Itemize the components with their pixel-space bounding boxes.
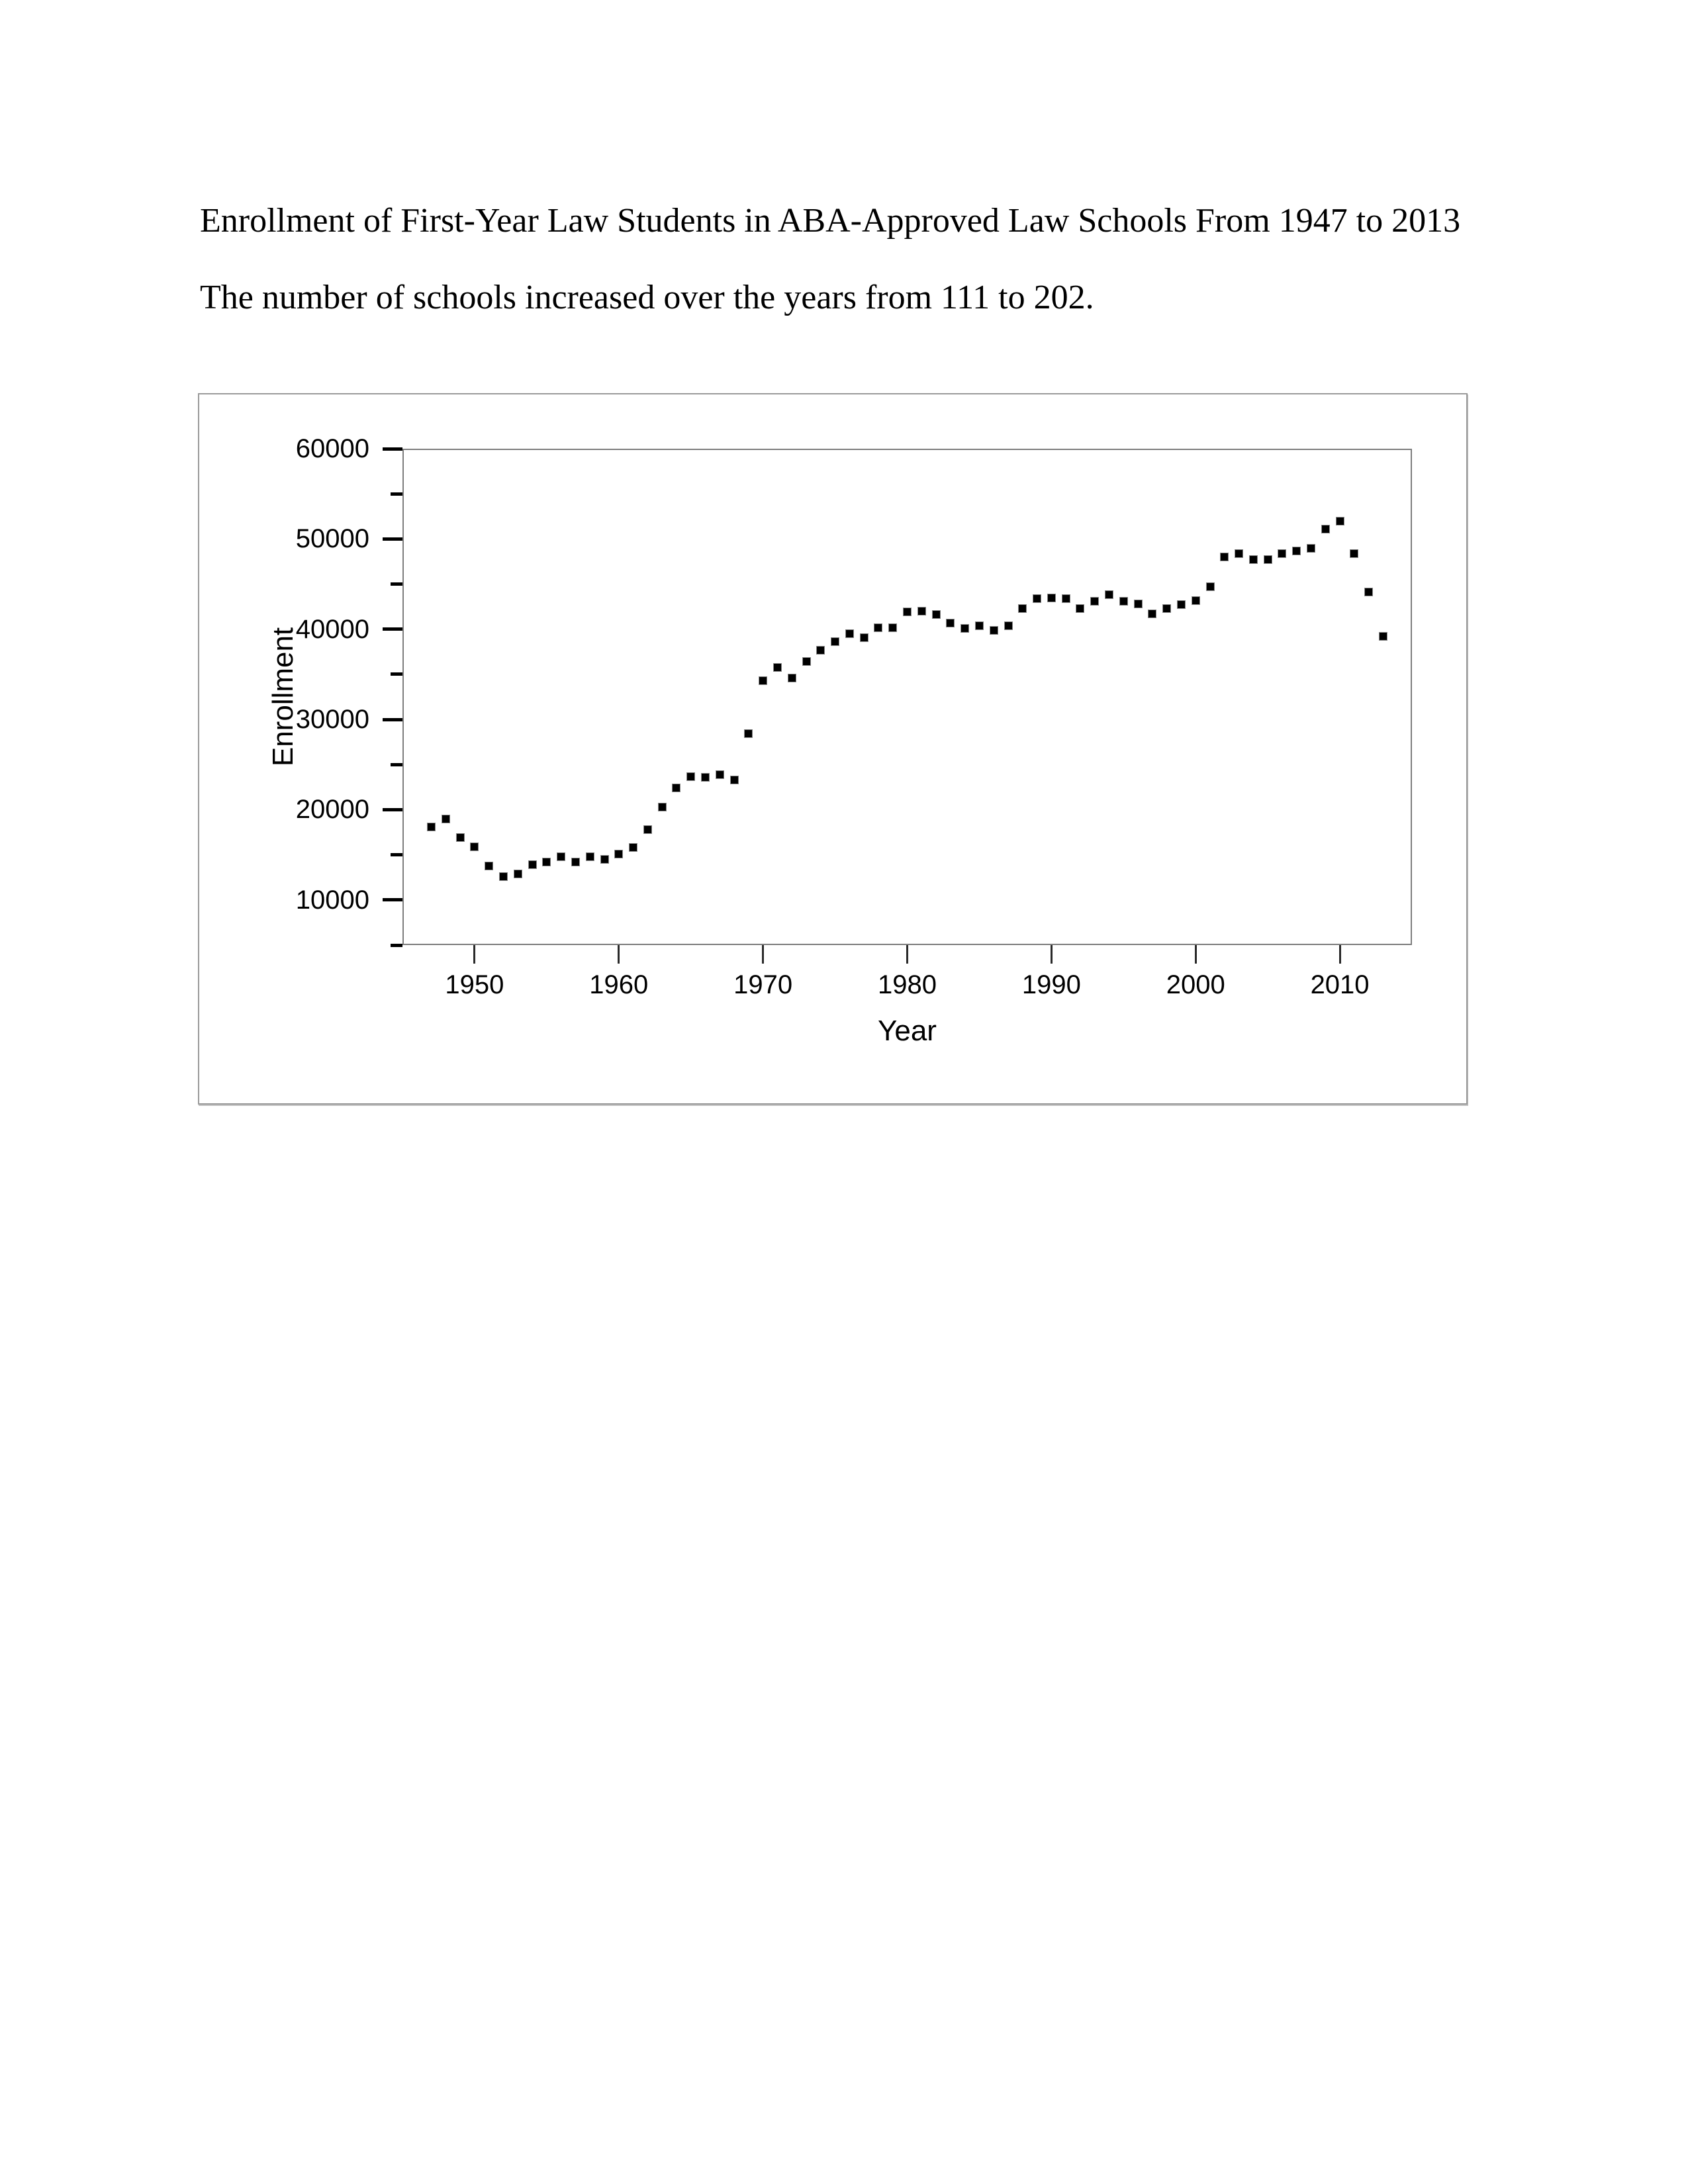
y-minor-tick: [391, 763, 402, 766]
x-tick-label: 1960: [589, 970, 649, 999]
document-subtitle: The number of schools increased over the years from 111 to 202.: [200, 279, 1094, 316]
x-tick: [473, 945, 475, 964]
data-point: [615, 850, 622, 858]
data-point: [846, 630, 853, 637]
y-tick-label: 30000: [295, 705, 369, 735]
data-point: [745, 730, 752, 737]
data-point: [716, 771, 724, 778]
data-point: [1380, 633, 1387, 640]
data-point: [1120, 598, 1127, 605]
data-point: [831, 638, 839, 645]
data-point: [601, 856, 608, 863]
x-tick: [1195, 945, 1197, 964]
y-minor-tick: [391, 853, 402, 856]
y-tick: [383, 898, 402, 901]
data-point: [774, 664, 781, 671]
data-point: [1005, 622, 1012, 629]
data-point: [918, 608, 925, 615]
data-point: [644, 826, 651, 833]
data-point: [442, 815, 449, 823]
data-point: [630, 844, 637, 851]
y-tick: [383, 627, 402, 631]
data-point: [1264, 556, 1272, 563]
y-axis-title: Enrollment: [267, 627, 299, 767]
data-point: [529, 861, 536, 868]
y-tick: [383, 447, 402, 451]
data-point: [1076, 605, 1084, 612]
data-point: [1235, 550, 1243, 557]
x-tick: [618, 945, 620, 964]
x-tick-label: 1950: [445, 970, 504, 999]
data-point: [861, 634, 868, 641]
y-tick-label: 10000: [295, 885, 369, 915]
data-point: [586, 853, 594, 860]
x-axis-title: Year: [878, 1015, 937, 1047]
data-point: [1365, 588, 1372, 596]
y-tick-label: 60000: [295, 434, 369, 463]
data-point: [514, 870, 522, 878]
data-point: [817, 647, 824, 654]
data-point: [702, 774, 709, 781]
x-tick: [762, 945, 764, 964]
data-point: [1163, 605, 1170, 612]
data-point: [889, 624, 896, 631]
x-tick-label: 1980: [878, 970, 937, 999]
x-tick-label: 1990: [1021, 970, 1081, 999]
x-tick: [906, 945, 908, 964]
data-point: [803, 658, 810, 665]
data-point: [1019, 605, 1026, 612]
y-tick: [383, 718, 402, 721]
x-tick: [1339, 945, 1341, 964]
data-point: [1350, 550, 1358, 557]
x-tick: [1051, 945, 1053, 964]
y-tick: [383, 808, 402, 811]
y-minor-tick: [391, 492, 402, 496]
data-point: [1293, 547, 1300, 555]
data-point: [1033, 595, 1041, 602]
y-minor-tick: [391, 582, 402, 586]
data-point: [1278, 550, 1286, 557]
data-point: [1322, 525, 1329, 533]
data-point: [904, 608, 911, 615]
y-tick-label: 20000: [295, 795, 369, 825]
data-point: [471, 843, 478, 850]
document-title: Enrollment of First-Year Law Students in ABA-Approved Law Schools From 1947 to 2013: [200, 202, 1461, 240]
data-point: [947, 619, 954, 627]
data-point: [500, 873, 507, 880]
y-tick-label: 40000: [295, 614, 369, 644]
data-point: [572, 858, 579, 866]
y-tick: [383, 537, 402, 541]
data-point: [933, 611, 940, 618]
data-point: [976, 622, 983, 629]
data-point: [1221, 553, 1228, 561]
data-point: [1178, 601, 1185, 608]
data-point: [731, 776, 738, 784]
data-point: [788, 674, 796, 682]
data-point: [1192, 597, 1199, 604]
data-point: [485, 862, 492, 870]
data-point: [1135, 600, 1142, 608]
data-point: [428, 823, 435, 831]
data-point: [1149, 610, 1156, 617]
x-tick-label: 2000: [1166, 970, 1225, 999]
data-point: [1307, 545, 1315, 552]
plot-area: [402, 449, 1412, 945]
data-point: [1336, 518, 1344, 525]
data-point: [543, 858, 550, 866]
data-point: [557, 853, 565, 860]
y-tick-label: 50000: [295, 524, 369, 554]
data-point: [1062, 595, 1070, 602]
y-minor-tick: [391, 672, 402, 676]
data-point: [1091, 598, 1098, 605]
data-point: [759, 677, 767, 684]
data-point: [961, 625, 968, 632]
data-point: [990, 627, 998, 634]
x-tick-label: 2010: [1310, 970, 1370, 999]
data-point: [1048, 594, 1055, 602]
data-point: [1250, 556, 1257, 563]
x-tick-label: 1970: [733, 970, 793, 999]
data-point: [659, 803, 666, 811]
data-point: [687, 773, 694, 780]
y-minor-tick: [391, 944, 402, 947]
data-point: [1207, 583, 1214, 590]
data-point: [673, 784, 680, 792]
data-point: [874, 624, 882, 631]
data-point: [1105, 591, 1113, 598]
data-point: [457, 834, 464, 841]
